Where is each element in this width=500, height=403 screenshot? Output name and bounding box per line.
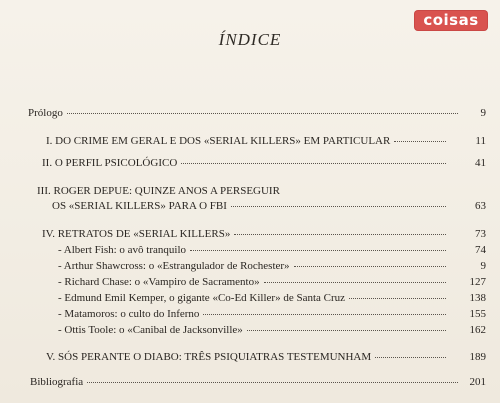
toc-subentry-albert-fish bbox=[58, 244, 446, 257]
dot-leader bbox=[203, 313, 446, 315]
site-watermark-logo: coisas bbox=[414, 10, 488, 31]
toc-entry-chapter-3 bbox=[52, 200, 446, 213]
toc-entry-label: - Edmund Emil Kemper, o gigante «Co-Ed Killer» de Santa Cruz bbox=[58, 292, 346, 304]
toc-entry-label: - Albert Fish: o avô tranquilo bbox=[58, 244, 187, 256]
dot-leader bbox=[67, 112, 458, 114]
toc-entry-label: - Arthur Shawcross: o «Estrangulador de Rochester» bbox=[58, 260, 290, 272]
dot-leader bbox=[231, 205, 446, 207]
toc-entry-label: I. DO CRIME EM GERAL E DOS «SERIAL KILLERS» EM PARTICULAR bbox=[46, 135, 391, 147]
toc-entry-page: 138 bbox=[469, 292, 486, 304]
toc-entry-page: 162 bbox=[469, 324, 486, 336]
toc-entry-chapter-4 bbox=[42, 228, 446, 241]
toc-entry-page: 201 bbox=[469, 376, 486, 388]
toc-subentry-matamoros bbox=[58, 308, 446, 321]
toc-subentry-edmund-kemper bbox=[58, 292, 446, 305]
toc-entry-page: 189 bbox=[469, 351, 486, 363]
toc-entry-page: 41 bbox=[475, 157, 486, 169]
toc-entry-page: 127 bbox=[469, 276, 486, 288]
toc-subentry-richard-chase bbox=[58, 276, 446, 289]
toc-entry-label: - Richard Chase: o «Vampiro de Sacramento» bbox=[58, 276, 260, 288]
toc-entry-label: Prólogo bbox=[28, 107, 63, 119]
toc-entry-page: 155 bbox=[469, 308, 486, 320]
toc-entry-page: 9 bbox=[480, 260, 486, 272]
toc-entry-prologo bbox=[28, 107, 458, 120]
dot-leader bbox=[87, 381, 458, 383]
toc-entry-label: V. SÓS PERANTE O DIABO: TRÊS PSIQUIATRAS TESTEMUNHAM bbox=[46, 351, 372, 363]
dot-leader bbox=[181, 162, 446, 164]
toc-entry-chapter-5 bbox=[46, 351, 446, 364]
dot-leader bbox=[190, 249, 446, 251]
toc-entry-chapter-3-line1: III. ROGER DEPUE: QUINZE ANOS A PERSEGUIR bbox=[37, 185, 280, 197]
toc-entry-label: - Matamoros: o culto do Inferno bbox=[58, 308, 200, 320]
toc-entry-label: IV. RETRATOS DE «SERIAL KILLERS» bbox=[42, 228, 231, 240]
dot-leader bbox=[247, 329, 446, 331]
dot-leader bbox=[375, 356, 446, 358]
toc-entry-chapter-1 bbox=[46, 135, 446, 148]
toc-entry-page: 73 bbox=[475, 228, 486, 240]
toc-entry-label: II. O PERFIL PSICOLÓGICO bbox=[42, 157, 178, 169]
toc-entry-label: OS «SERIAL KILLERS» PARA O FBI bbox=[52, 200, 227, 212]
dot-leader bbox=[234, 233, 446, 235]
toc-subentry-ottis-toole bbox=[58, 324, 446, 337]
toc-entry-page: 9 bbox=[480, 107, 486, 119]
toc-entry-page: 63 bbox=[475, 200, 486, 212]
toc-entry-label: - Ottis Toole: o «Canibal de Jacksonville» bbox=[58, 324, 243, 336]
dot-leader bbox=[294, 265, 446, 267]
page-title: ÍNDICE bbox=[218, 30, 282, 49]
toc-entry-label: Bibliografia bbox=[30, 376, 84, 388]
toc-subentry-arthur-shawcross bbox=[58, 260, 446, 273]
toc-entry-page: 74 bbox=[475, 244, 486, 256]
toc-entry-chapter-2 bbox=[42, 157, 446, 170]
dot-leader bbox=[264, 281, 446, 283]
dot-leader bbox=[349, 297, 446, 299]
toc-entry-page: 11 bbox=[475, 135, 486, 147]
dot-leader bbox=[394, 140, 446, 142]
toc-entry-bibliografia bbox=[30, 376, 458, 389]
